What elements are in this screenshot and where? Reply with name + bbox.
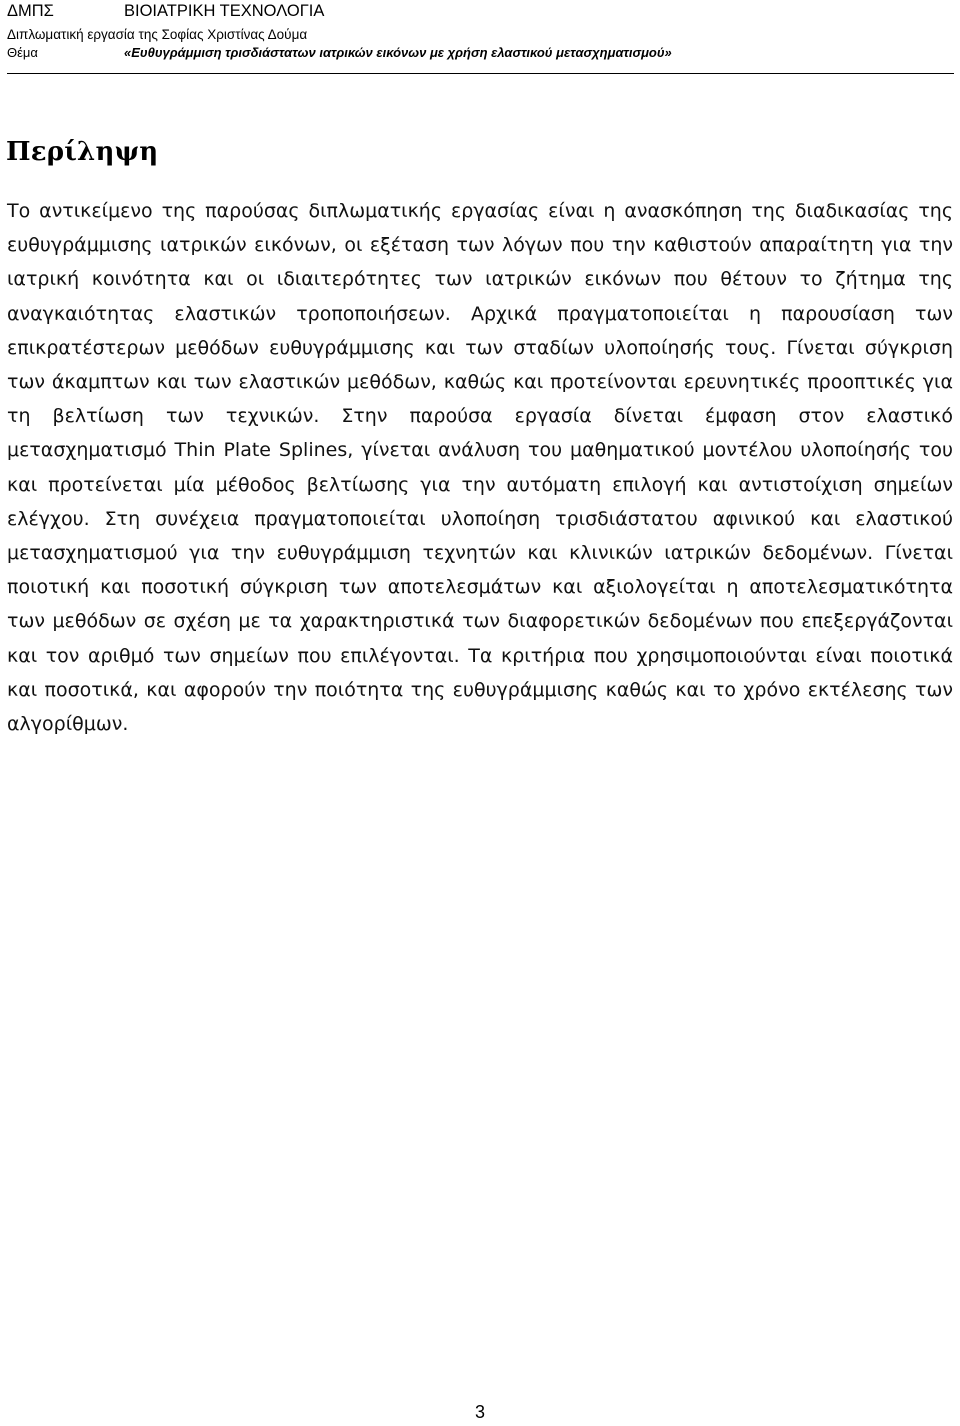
institution-label: ΔΜΠΣ (7, 2, 54, 20)
running-header (7, 0, 953, 66)
abstract-paragraph: Το αντικείμενο της παρούσας διπλωματικής εργασίας είναι η ανασκόπηση της διαδικασίας της ευθυγράμμισης ιατρικών εικόνων, οι εξέταση των λόγων που την καθιστούν απαραίτητη για την ιατρική κοινότητα και οι ιδιαιτερότητες των ιατρικών εικόνων που θέτουν το ζήτημα της αναγκαιότητας ελαστικών τροποποιήσεων. Αρχικά πραγματοποιείται η παρουσίαση των επικρατέστερων μεθόδων ευθυγράμμισης και των σταδίων υλοποίησής τους. Γίνεται σύγκριση των άκαμπτων και των ελαστικών μεθόδων, καθώς και προτείνονται ερευνητικές προοπτικές για τη βελτίωση των τεχνικών. Στην παρούσα εργασία δίνεται έμφαση στον ελαστικό μετασχηματισμό Thin Plate Splines, γίνεται ανάλυση του μαθηματικού μοντέλου υλοποίησής του και προτείνεται μία μέθοδος βελτίωσης για την αυτόματη επιλογή και αντιστοίχιση σημείων ελέγχου. Στη συνέχεια πραγματοποιείται υλοποίηση τρισδιάστατου αφινικού και ελαστικού μετασχηματισμού για την ευθυγράμμιση τεχνητών και κλινικών ιατρικών δεδομένων. Γίνεται ποιοτική και ποσοτική σύγκριση των αποτελεσμάτων και αξιολογείται η αποτελεσματικότητα των μεθόδων σε σχέση με τα χαρακτηριστικά των διαφορετικών δεδομένων που επεξεργάζονται και τον αριθμό των σημείων που επιλέγονται. Τα κριτήρια που χρησιμοποιούνται είναι ποιοτικά και ποσοτικά, και αφορούν την ποιότητα της ευθυγράμμισης καθώς και το χρόνο εκτέλεσης των αλγορίθμων. (7, 200, 953, 736)
thesis-author-line: Διπλωματική εργασία της Σοφίας Χριστίνας Δούμα (7, 27, 308, 42)
topic-label: Θέμα (7, 45, 38, 60)
topic-title: «Ευθυγράμμιση τρισδιάστατων ιατρικών εικόνων με χρήση ελαστικού μετασχηματισμού» (124, 45, 672, 60)
program-label: ΒΙΟΙΑΤΡΙΚΗ ΤΕΧΝΟΛΟΓΙΑ (124, 2, 325, 20)
page-number: 3 (474, 1402, 485, 1422)
header-row-program (7, 0, 953, 24)
header-row-topic (7, 45, 953, 66)
section-title: Περίληψη (6, 137, 159, 167)
header-row-thesis (7, 24, 953, 45)
header-divider (7, 73, 954, 74)
